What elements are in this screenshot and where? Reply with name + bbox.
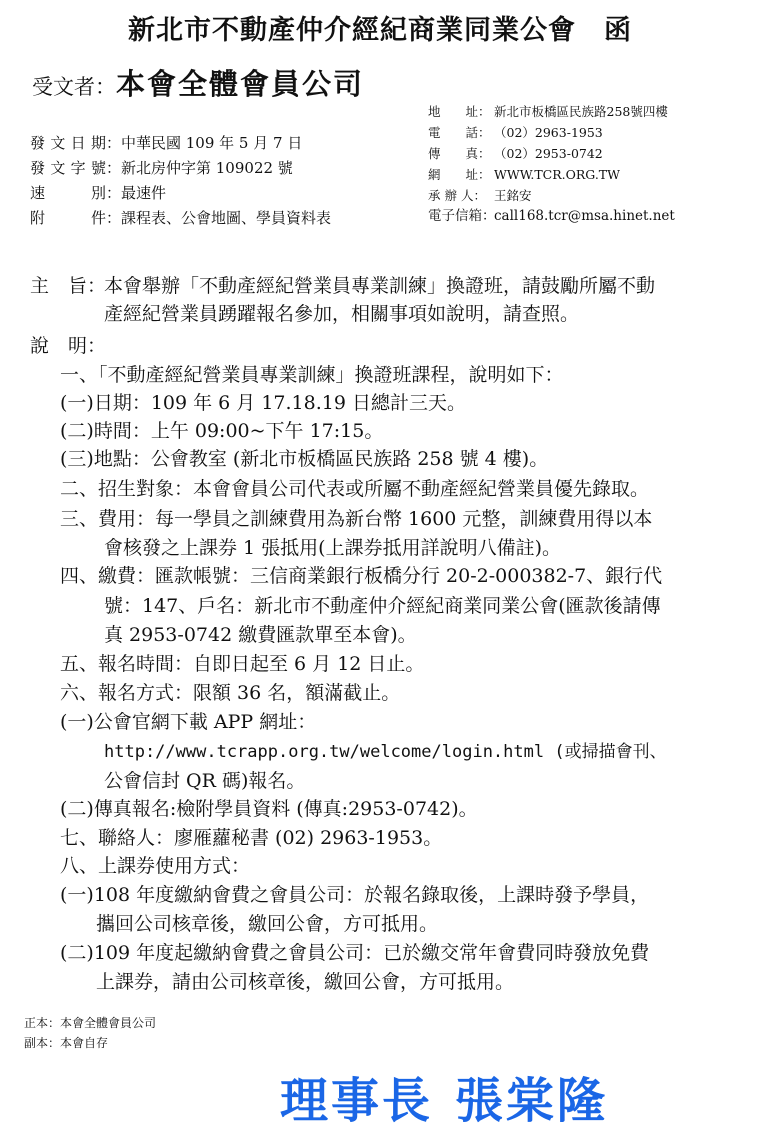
copy-secondary: 副本：本會自存 <box>24 1036 109 1050</box>
body-line: 三、費用：每一學員之訓練費用為新台幣 1600 元整，訓練費用得以本 <box>60 508 653 530</box>
body-line: (一)日期：109 年 6 月 17.18.19 日總計三天。 <box>60 392 466 414</box>
document-title: 新北市不動產仲介經紀商業同業公會 函 <box>128 15 632 46</box>
subject-line: 產經紀營業員踴躍報名參加，相關事項如說明，請查照。 <box>104 303 580 325</box>
contact-handler: 承 辦 人： 王銘安 <box>428 188 532 203</box>
contact-fax: 傳 真： （02）2953-0742 <box>428 146 603 161</box>
body-line: (一)108 年度繳納會費之會員公司：於報名錄取後，上課時發予學員， <box>60 884 650 906</box>
body-line: 公會信封 QR 碼)報名。 <box>104 770 306 792</box>
chairman-name: 張棠隆 <box>455 1073 609 1129</box>
body-line: (一)公會官網下載 APP 網址： <box>60 711 317 733</box>
contact-website: 網 址： WWW.TCR.ORG.TW <box>428 167 620 182</box>
app-url-line: http://www.tcrapp.org.tw/welcome/login.html (或掃描會刊、 <box>104 742 667 762</box>
body-line: (三)地點：公會教室 (新北市板橋區民族路 258 號 4 樓)。 <box>60 448 549 470</box>
body-line: (二)109 年度起繳納會費之會員公司：已於繳交常年會費同時發放免費 <box>60 942 650 964</box>
contact-phone: 電 話： （02）2963-1953 <box>428 125 603 140</box>
meta-date: 發文日期：中華民國 109 年 5 月 7 日 <box>30 134 303 152</box>
body-line: 真 2953-0742 繳費匯款單至本會)。 <box>104 624 417 646</box>
explanation-label: 說 明： <box>30 335 107 357</box>
meta-number: 發文字號：新北房仲字第 109022 號 <box>30 159 293 177</box>
body-line: 二、招生對象：本會會員公司代表或所屬不動產經紀營業員優先錄取。 <box>60 478 650 500</box>
recipient-line <box>32 62 364 103</box>
body-line: 七、聯絡人：廖雁蘿秘書 (02) 2963-1953。 <box>60 827 443 849</box>
body-line: 四、繳費：匯款帳號：三信商業銀行板橋分行 20-2-000382-7、銀行代 <box>60 565 663 587</box>
body-line: (二)時間：上午 09:00~下午 17:15。 <box>60 420 384 442</box>
body-line: 號：147、戶名：新北市不動產仲介經紀商業同業公會(匯款後請傳 <box>104 595 661 617</box>
body-line: 會核發之上課券 1 張抵用(上課券抵用詳說明八備註)。 <box>104 537 561 559</box>
body-line: 上課券，請由公司核章後，繳回公會，方可抵用。 <box>96 971 515 993</box>
body-line: 八、上課券使用方式： <box>60 855 251 877</box>
body-line: 六、報名方式：限額 36 名，額滿截止。 <box>60 682 401 704</box>
contact-address: 地 址： 新北市板橋區民族路258號四樓 <box>428 104 668 119</box>
subject-label: 主 旨： <box>30 275 107 297</box>
body-line: 五、報名時間：自即日起至 6 月 12 日止。 <box>60 653 425 675</box>
meta-speed: 速 別：最速件 <box>30 184 167 202</box>
body-line: (二)傳真報名:檢附學員資料 (傳真:2953-0742)。 <box>60 798 478 820</box>
chairman-signature <box>280 1062 608 1131</box>
copy-main: 正本：本會全體會員公司 <box>24 1016 157 1030</box>
meta-attachments: 附 件：課程表、公會地圖、學員資料表 <box>30 209 332 227</box>
chairman-title: 理事長 <box>280 1073 434 1129</box>
recipient-value: 本會全體會員公司 <box>116 67 365 101</box>
body-line: 一、「不動產經紀營業員專業訓練」換證班課程，說明如下： <box>60 364 564 386</box>
subject-line: 本會舉辦「不動產經紀營業員專業訓練」換證班，請鼓勵所屬不動 <box>104 275 656 297</box>
body-line: 攜回公司核章後，繳回公會，方可抵用。 <box>96 913 439 935</box>
contact-email: 電子信箱：call168.tcr@msa.hinet.net <box>428 208 675 224</box>
recipient-label: 受文者： <box>32 75 116 99</box>
